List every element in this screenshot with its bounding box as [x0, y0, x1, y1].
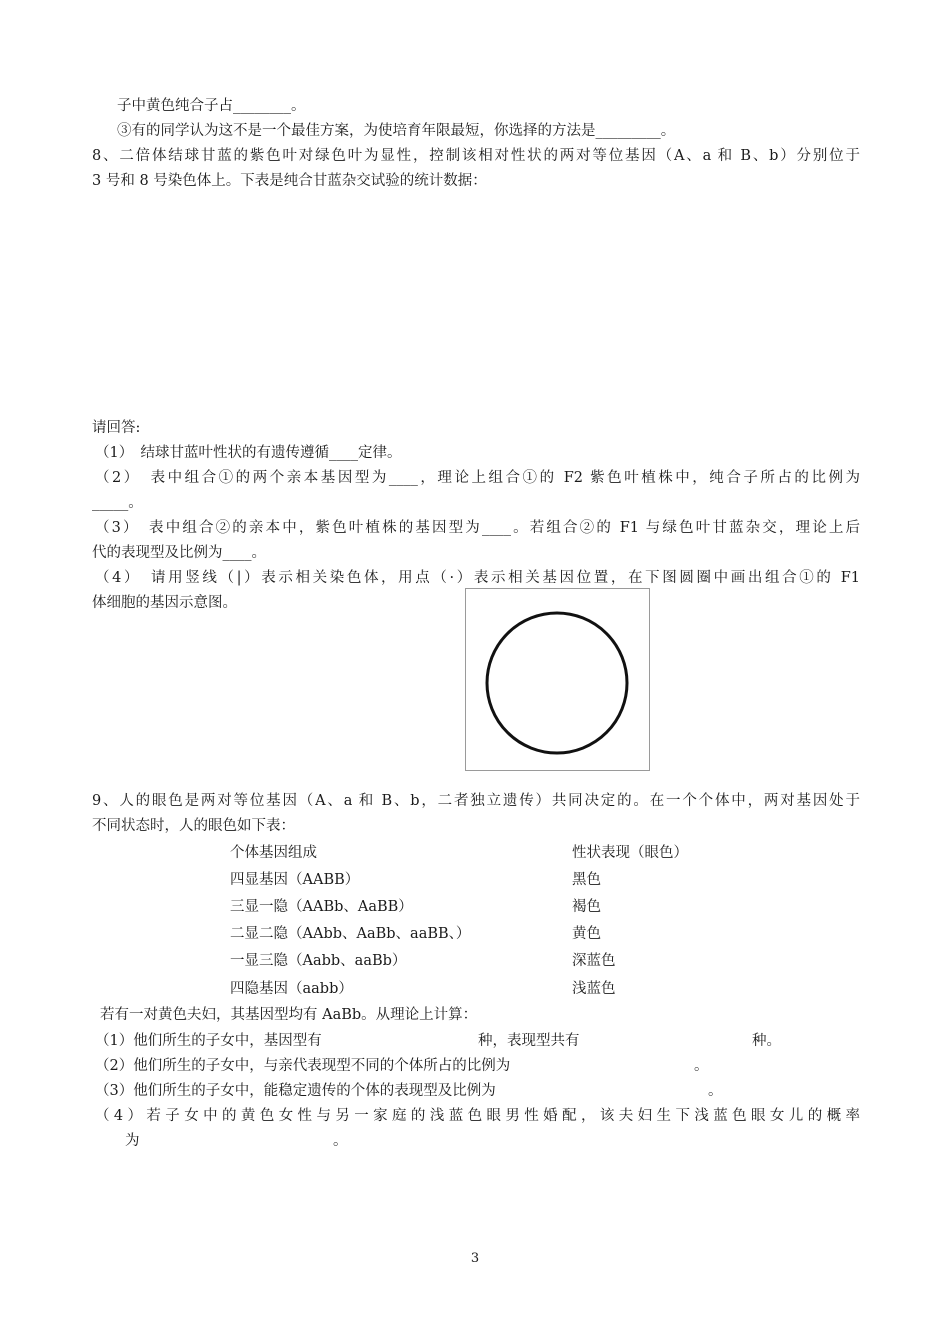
page-number: 3: [470, 1251, 480, 1266]
cell-diagram-box: [465, 588, 650, 771]
cell-circle-drawing: [466, 589, 649, 770]
q9-intro-line1: 9、人的眼色是两对等位基因（A、a 和 B、b，二者独立遗传）共同决定的。在一个个体中，两对基因处于: [92, 793, 860, 809]
q9-sub2-end: 。: [694, 1058, 709, 1074]
q9-sub1-text-end: 种。: [752, 1033, 781, 1049]
q8-sub2-line2: _____。: [92, 495, 143, 511]
q8-sub3-line2: 代的表现型及比例为____。: [92, 545, 266, 561]
q8-intro-line1: 8、二倍体结球甘蓝的紫色叶对绿色叶为显性，控制该相对性状的两对等位基因（A、a 和 B、b）分别位于: [92, 148, 860, 164]
q9-sub2-text: （2）他们所生的子女中，与亲代表现型不同的个体所占的比例为: [95, 1058, 511, 1074]
table-cell-phenotype: 褐色: [572, 899, 601, 915]
q8-sub4-line1: （4） 请用竖线（|）表示相关染色体，用点（·）表示相关基因位置，在下图圆圈中画出组合①的 F1: [95, 570, 860, 586]
q9-lead: 若有一对黄色夫妇，其基因型均有 AaBb。从理论上计算：: [100, 1007, 478, 1023]
q8-sub1: （1） 结球甘蓝叶性状的有遗传遵循____定律。: [95, 445, 402, 461]
q7-fragment-line: 子中黄色纯合子占________。: [117, 98, 306, 114]
q9-sub3-end: 。: [708, 1083, 723, 1099]
q9-sub1-text-mid: 种，表现型共有: [478, 1033, 580, 1049]
table-cell-genotype: 四隐基因（aabb）: [230, 981, 353, 997]
q8-intro-line2: 3 号和 8 号染色体上。下表是纯合甘蓝杂交试验的统计数据：: [92, 173, 487, 189]
q7-method-line: ③有的同学认为这不是一个最佳方案，为使培育年限最短，你选择的方法是_________。: [117, 123, 676, 139]
table-cell-phenotype: 深蓝色: [572, 953, 616, 969]
table-cell-phenotype: 浅蓝色: [572, 981, 616, 997]
cell-circle: [487, 613, 627, 753]
q9-sub1-text: （1）他们所生的子女中，基因型有: [95, 1033, 322, 1049]
table-cell-phenotype: 黄色: [572, 926, 601, 942]
q9-sub4-line1: （4）若子女中的黄色女性与另一家庭的浅蓝色眼男性婚配，该夫妇生下浅蓝色眼女儿的概率: [95, 1108, 860, 1124]
q9-sub4-line2: 为: [125, 1133, 140, 1149]
q9-intro-line2: 不同状态时，人的眼色如下表：: [92, 818, 295, 834]
table-cell-genotype: 三显一隐（AABb、AaBB）: [230, 899, 413, 915]
table-header-genotype: 个体基因组成: [230, 845, 317, 861]
q8-sub2-line1: （2） 表中组合①的两个亲本基因型为____，理论上组合①的 F2 紫色叶植株中，纯合子所占的比例为: [95, 470, 860, 486]
table-cell-genotype: 一显三隐（Aabb、aaBb）: [230, 953, 407, 969]
table-cell-genotype: 二显二隐（AAbb、AaBb、aaBB、）: [230, 926, 471, 942]
table-header-phenotype: 性状表现（眼色）: [572, 845, 688, 861]
q9-sub3-text: （3）他们所生的子女中，能稳定遗传的个体的表现型及比例为: [95, 1083, 496, 1099]
q8-answer-prompt: 请回答:: [92, 420, 141, 436]
q8-sub4-line2: 体细胞的基因示意图。: [92, 595, 237, 611]
q8-sub3-line1: （3） 表中组合②的亲本中，紫色叶植株的基因型为____。若组合②的 F1 与绿色叶甘蓝杂交，理论上后: [95, 520, 860, 536]
table-cell-genotype: 四显基因（AABB）: [230, 872, 360, 888]
table-cell-phenotype: 黑色: [572, 872, 601, 888]
q9-sub4-end: 。: [333, 1133, 348, 1149]
